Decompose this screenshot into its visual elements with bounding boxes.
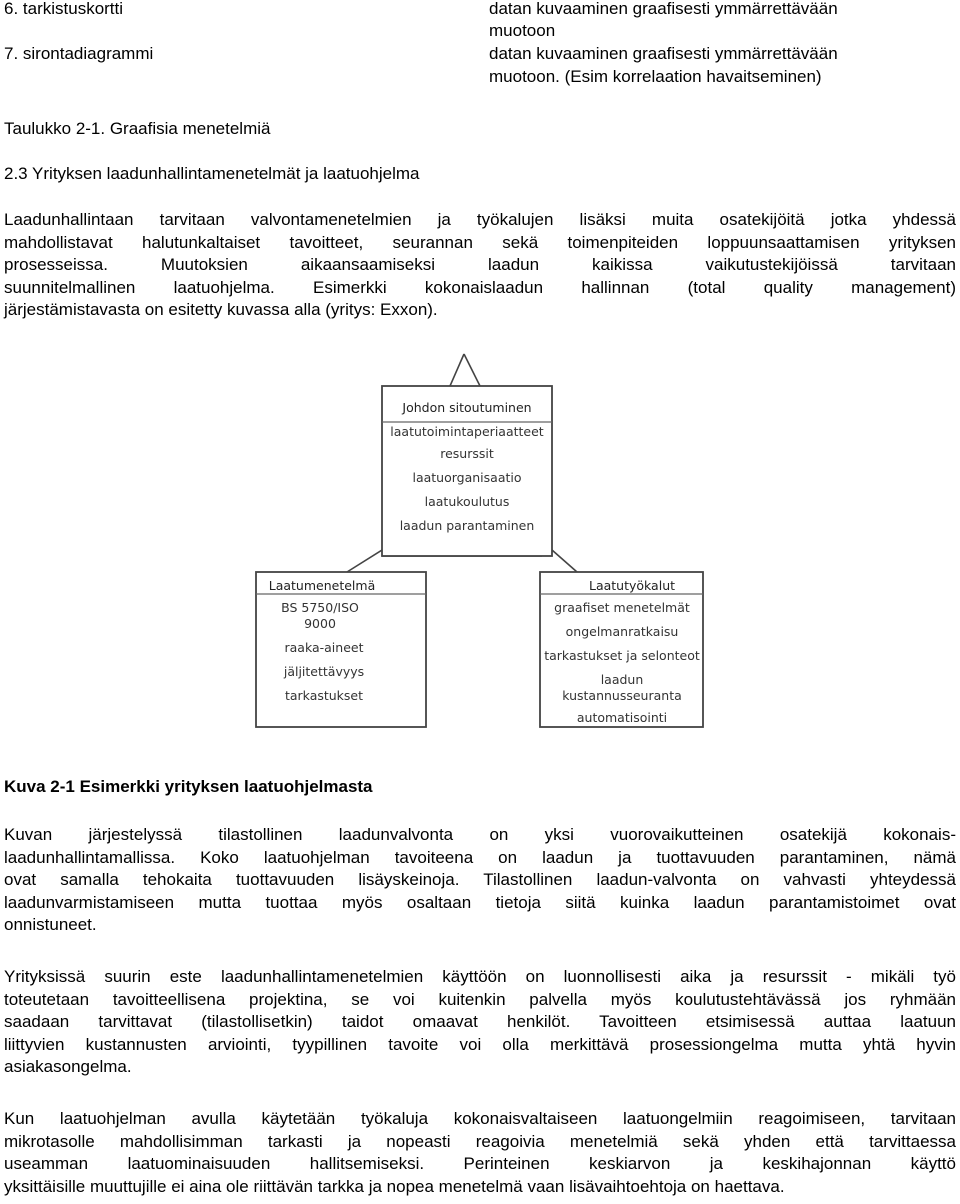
body-paragraph [4, 824, 956, 937]
list-item-label: 6. tarkistuskortti [4, 0, 124, 18]
left-box-item: raaka-aineet [284, 640, 364, 655]
intro-paragraph [4, 209, 956, 322]
figure-caption: Kuva 2-1 Esimerkki yrityksen laatuohjelmasta [4, 777, 373, 796]
paragraph-line: mahdollistavat halutunkaltaiset tavoitteet, seurannan sekä toimenpiteiden loppuunsaattamisen yrityksen [4, 232, 956, 252]
list-item-label: 7. sirontadiagrammi [4, 44, 154, 63]
paragraph-line: asiakasongelma. [4, 1057, 132, 1076]
body-paragraph [4, 1108, 956, 1198]
paragraph-line: Kuvan järjestelyssä tilastollinen laadunvalvonta on yksi vuorovaikutteinen osatekijä kokonais- [4, 825, 956, 844]
list-item-description: muotoon. (Esim korrelaation havaitseminen) [489, 67, 822, 86]
left-box-title: Laatumenetelmä [268, 578, 376, 593]
left-box-item: BS 5750/ISO [281, 600, 359, 615]
list-item-description: datan kuvaaminen graafisesti ymmärrettävään [489, 44, 838, 63]
paragraph-line: Laadunhallintaan tarvitaan valvontamenetelmien ja työkalujen lisäksi muita osatekijöitä jotka yhdessä [4, 210, 956, 229]
right-box-title: Laatutyökalut [588, 578, 676, 593]
paragraph-line: liittyvien kustannusten arviointi, tyypillinen tavoite voi olla merkittävä prosessiongelma mutta yhtä hyvin [4, 1034, 956, 1054]
paragraph-line: saadaan tarvittavat (tilastollisetkin) taidot omaavat henkilöt. Tavoitteen etsimisessä auttaa laatuun [4, 1012, 956, 1031]
paragraph-line: mikrotasolle mahdollisimman tarkasti ja nopeasti reagoivia menetelmiä sekä yhden että tarvittaessa [4, 1131, 956, 1151]
right-box-item: automatisointi [576, 710, 668, 725]
paragraph-line: suunnitelmallinen laatuohjelma. Esimerkki kokonaislaadun hallinnan (total quality management) [4, 277, 956, 297]
right-box-item: laadun [600, 672, 644, 687]
section-heading: 2.3 Yrityksen laadunhallintamenetelmät ja laatuohjelma [4, 164, 420, 183]
left-box-item: tarkastukset [284, 688, 364, 703]
left-box-item: jäljitettävyys [283, 664, 365, 679]
right-box-item: ongelmanratkaisu [565, 624, 679, 639]
paragraph-line: toteutetaan tavoitteellisena projektina, se voi kuitenkin palvella myös koulutustehtävässä jos ryhmään [4, 989, 956, 1009]
left-box-item: 9000 [304, 616, 336, 631]
list-item-description: datan kuvaaminen graafisesti ymmärrettävään [489, 0, 838, 18]
top-box-item: laatukoulutus [424, 494, 510, 509]
table-caption: Taulukko 2-1. Graafisia menetelmiä [4, 119, 271, 138]
paragraph-line: Kun laatuohjelman avulla käytetään työkaluja kokonaisvaltaiseen laatuongelmiin reagoimiseen, tarvitaan [4, 1109, 956, 1128]
top-box-item: laadun parantaminen [399, 518, 535, 533]
paragraph-line: Yrityksissä suurin este laadunhallintamenetelmien käyttöön on luonnollisesti aika ja resurssit - mikäli työ [4, 967, 956, 986]
paragraph-line: järjestämistavasta on esitetty kuvassa alla (yritys: Exxon). [4, 300, 438, 319]
top-box-item: laatutoimintaperiaatteet [390, 424, 544, 439]
body-paragraph [4, 966, 956, 1079]
paragraph-line: laadunhallintamallissa. Koko laatuohjelman tavoiteena on laadun ja tuottavuuden parantaminen, nämä [4, 847, 956, 867]
list-item-description: muotoon [489, 21, 556, 40]
top-box-item: laatuorganisaatio [412, 470, 522, 485]
paragraph-line: useamman laatuominaisuuden hallitsemiseksi. Perinteinen keskiarvon ja keskihajonnan käyttö [4, 1154, 956, 1173]
paragraph-line: ovat samalla tehokaita tuottavuuden lisäyskeinoja. Tilastollinen laadun-valvonta on vahvasti yhteydessä [4, 870, 956, 889]
paragraph-line: prosesseissa. Muutoksien aikaansaamiseksi laadun kaikissa vaikutustekijöissä tarvitaan [4, 255, 956, 274]
right-box-item: kustannusseuranta [562, 688, 682, 703]
top-box-title: Johdon sitoutuminen [402, 400, 532, 415]
right-box-item: tarkastukset ja selonteot [544, 648, 700, 663]
top-box-item: resurssit [440, 446, 494, 461]
right-box-item: graafiset menetelmät [554, 600, 690, 615]
paragraph-line: onnistuneet. [4, 915, 97, 934]
paragraph-line: yksittäisille muuttujille ei aina ole riittävän tarkka ja nopea menetelmä vaan lisävaihtoehtoja on haettava. [4, 1176, 785, 1196]
quality-program-diagram [252, 350, 707, 730]
paragraph-line: laadunvarmistamiseen mutta tuottaa myös osaltaan tietoja siitä kuinka laadun parantamistoimet ovat [4, 892, 956, 912]
